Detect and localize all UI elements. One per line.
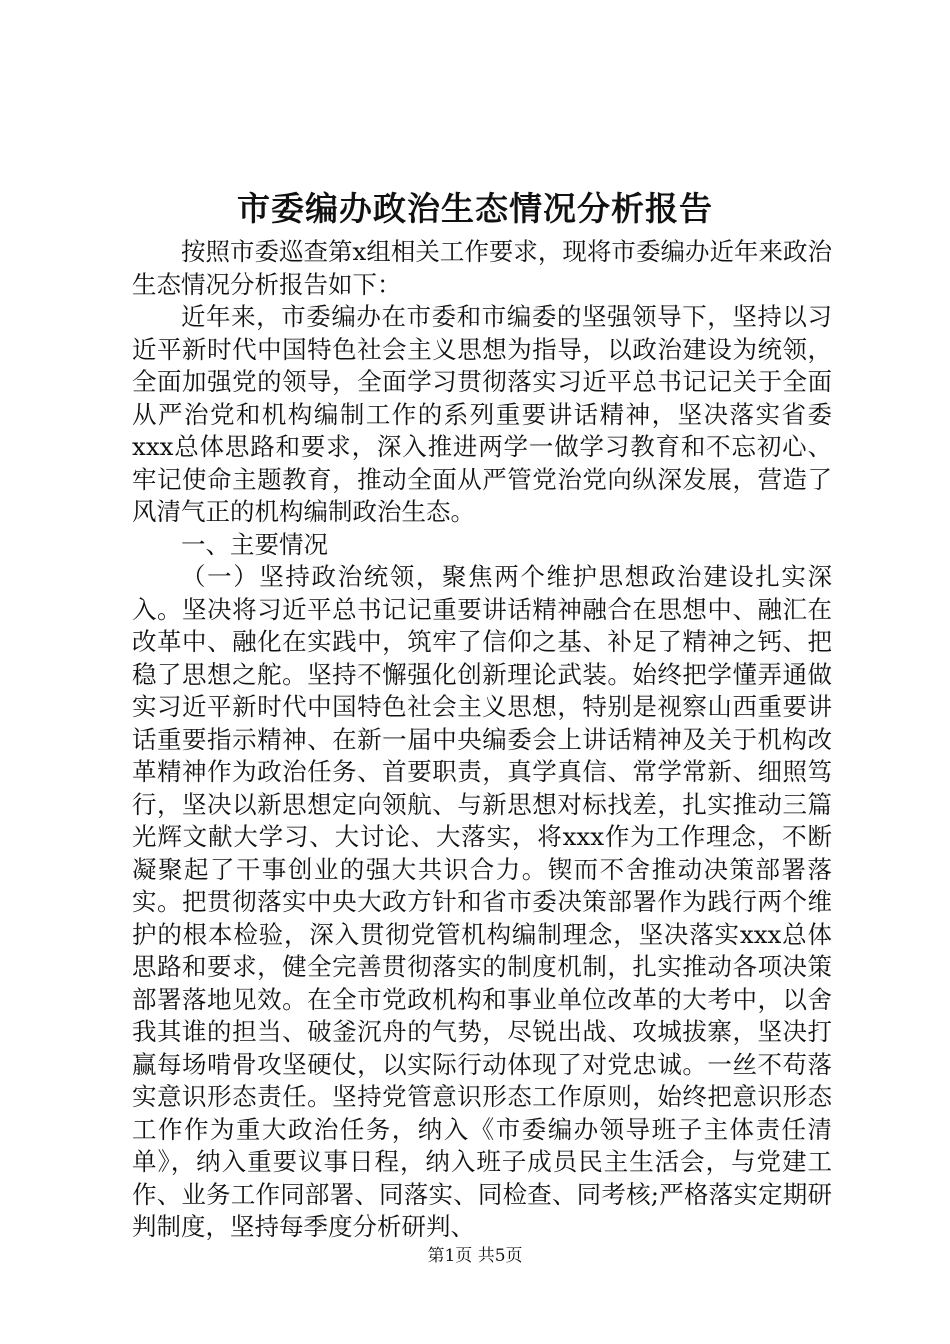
page-footer: 第1页 共5页 <box>427 1246 523 1266</box>
subsection-paragraph: （一）坚持政治统领，聚焦两个维护思想政治建设扎实深入。坚决将习近平总书记记重要讲话精神融合在思想中、融汇在改革中、融化在实践中，筑牢了信仰之基、补足了精神之钙、把稳了思想之舵。坚持不懈强化创新理论武装。始终把学懂弄通做实习近平新时代中国特色社会主义思想，特别是视察山西重要讲话重要指示精神、在新一届中央编委会上讲话精神及关于机构改革精神作为政治任务、首要职责，真学真信、常学常新、细照笃行，坚决以新思想定向领航、与新思想对标找差，扎实推动三篇光辉文献大学习、大讨论、大落实，将xxx作为工作理念，不断凝聚起了干事创业的强大共识合力。锲而不舍推动决策部署落实。把贯彻落实中央大政方针和省市委决策部署作为践行两个维护的根本检验，深入贯彻党管机构编制理念，坚决落实xxx总体思路和要求，健全完善贯彻落实的制度机制，扎实推动各项决策部署落地见效。在全市党政机构和事业单位改革的大考中，以舍我其谁的担当、破釜沉舟的气势，尽锐出战、攻城拔寨，坚决打赢每场啃骨攻坚硬仗，以实际行动体现了对党忠诚。一丝不苟落实意识形态责任。坚持党管意识形态工作原则，始终把意识形态工作作为重大政治任务，纳入《市委编办领导班子主体责任清单》，纳入重要议事日程，纳入班子成员民主生活会，与党建工作、业务工作同部署、同落实、同检查、同考核;严格落实定期研判制度，坚持每季度分析研判、 <box>132 562 832 1241</box>
document-title: 市委编办政治生态情况分析报告 <box>237 189 713 228</box>
overview-paragraph: 近年来，市委编办在市委和市编委的坚强领导下，坚持以习近平新时代中国特色社会主义思想为指导，以政治建设为统领，全面加强党的领导，全面学习贯彻落实习近平总书记记关于全面从严治党和机构编制工作的系列重要讲话精神，坚决落实省委xxx总体思路和要求，深入推进两学一做学习教育和不忘初心、牢记使命主题教育，推动全面从严管党治党向纵深发展，营造了风清气正的机构编制政治生态。 <box>132 302 832 526</box>
document-body <box>132 236 832 1244</box>
section-heading: 一、主要情况 <box>181 529 328 559</box>
intro-paragraph: 按照市委巡查第x组相关工作要求，现将市委编办近年来政治生态情况分析报告如下： <box>132 237 832 299</box>
